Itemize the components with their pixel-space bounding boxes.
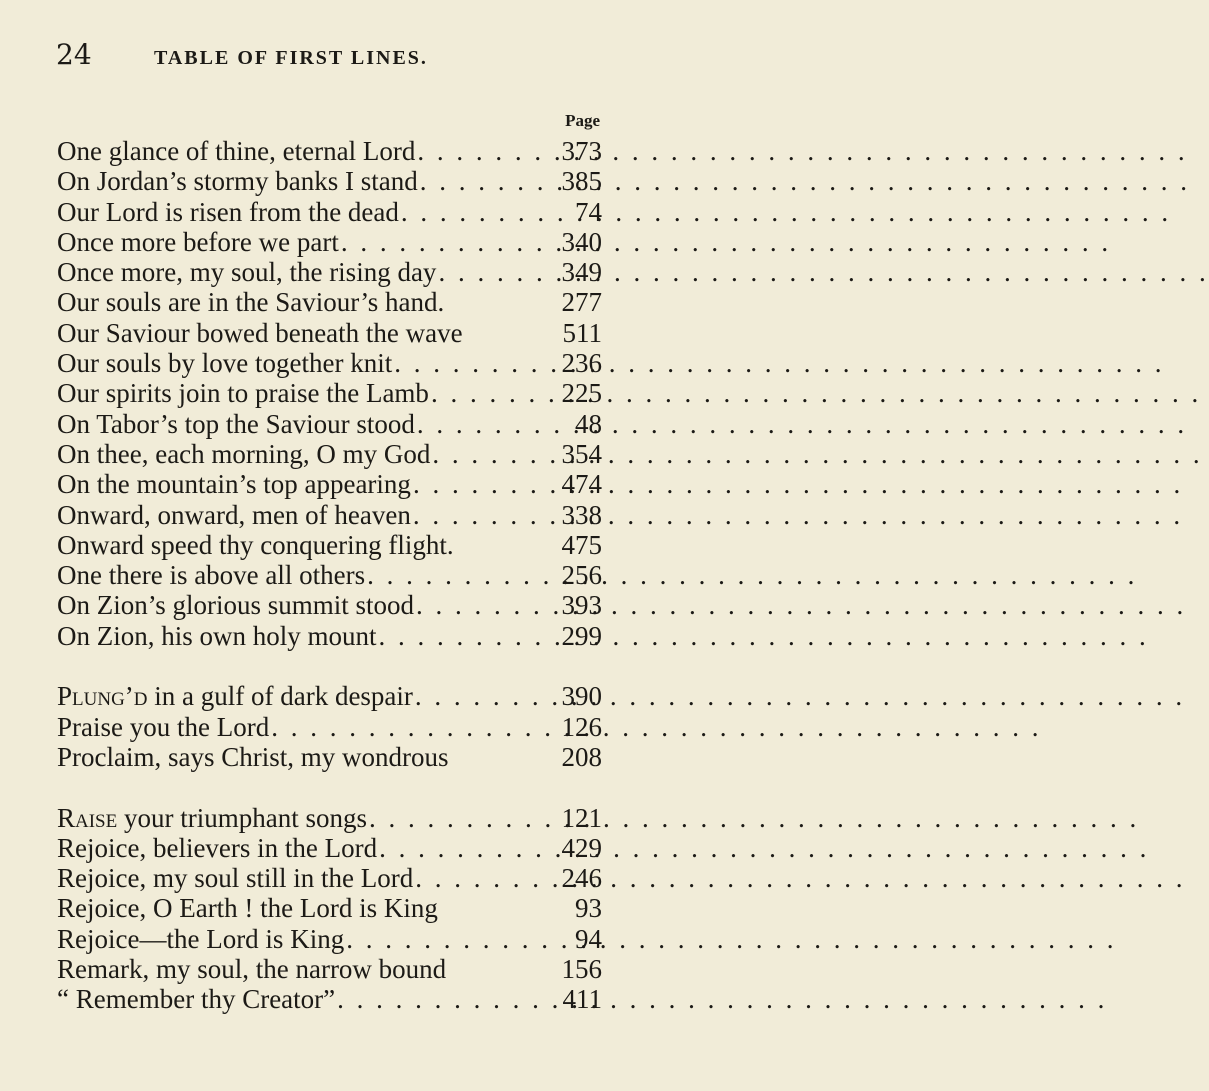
page-ref: 511 bbox=[562, 317, 602, 348]
page-ref: 208 bbox=[561, 741, 602, 772]
index-group-r bbox=[57, 803, 602, 1015]
index-entry bbox=[57, 530, 602, 560]
index-group-o bbox=[57, 136, 602, 651]
first-word-smallcaps: Raise bbox=[57, 802, 118, 833]
index-entry bbox=[57, 924, 602, 954]
index-entry bbox=[57, 197, 602, 227]
index-entry bbox=[57, 621, 602, 651]
first-line: Rejoice, my soul still in the Lord bbox=[57, 863, 414, 894]
page-ref: 246 bbox=[561, 863, 602, 894]
leader-dots bbox=[413, 681, 546, 711]
index-entry bbox=[57, 560, 602, 590]
leader-dots bbox=[377, 833, 546, 863]
page-ref: 121 bbox=[561, 802, 602, 833]
first-line: Our souls by love together knit bbox=[57, 348, 393, 379]
index-entry bbox=[57, 227, 602, 257]
index-entry bbox=[57, 500, 602, 530]
index-entry bbox=[57, 348, 602, 378]
page-column-header: Page bbox=[565, 111, 600, 130]
first-line: Praise you the Lord bbox=[57, 711, 270, 742]
page-ref: 277 bbox=[561, 287, 602, 318]
index-entry bbox=[57, 803, 602, 833]
page-ref: 390 bbox=[561, 681, 602, 712]
first-line bbox=[57, 681, 413, 711]
page-ref: 349 bbox=[561, 257, 602, 288]
index-entry bbox=[57, 742, 602, 772]
index-entry bbox=[57, 681, 602, 711]
page-ref: 474 bbox=[561, 469, 602, 500]
leader-dots bbox=[392, 348, 546, 378]
index-entry bbox=[57, 469, 602, 499]
index-entry bbox=[57, 863, 602, 893]
page-ref: 354 bbox=[561, 438, 602, 469]
first-line: On Jordan’s stormy banks I stand bbox=[57, 166, 418, 197]
first-line: Once more, my soul, the rising day bbox=[57, 257, 437, 288]
index-entry bbox=[57, 287, 602, 317]
page-ref: 93 bbox=[575, 893, 602, 924]
page-ref: 373 bbox=[561, 136, 602, 166]
first-line: Our Saviour bowed beneath the wave bbox=[57, 317, 463, 348]
leader-dots bbox=[399, 197, 546, 227]
page-number: 24 bbox=[56, 38, 92, 71]
first-line: Rejoice—the Lord is King bbox=[57, 923, 345, 954]
leader-dots bbox=[344, 924, 546, 954]
first-line-rest: your triumphant songs bbox=[117, 802, 367, 833]
leader-dots bbox=[411, 500, 546, 530]
page-ref: 340 bbox=[561, 226, 602, 257]
index-entry bbox=[57, 984, 602, 1014]
index-entry bbox=[57, 136, 602, 166]
page-ref: 236 bbox=[561, 348, 602, 379]
first-line: Our spirits join to praise the Lamb bbox=[57, 378, 429, 409]
first-line: Rejoice, O Earth ! the Lord is King bbox=[57, 893, 438, 924]
first-line: On Tabor’s top the Saviour stood bbox=[57, 408, 415, 439]
index-entry bbox=[57, 378, 602, 408]
first-line: On Zion, his own holy mount bbox=[57, 620, 377, 651]
page-ref: 393 bbox=[561, 590, 602, 621]
page-ref: 411 bbox=[562, 984, 602, 1015]
leader-dots bbox=[339, 227, 546, 257]
first-line: Onward, onward, men of heaven bbox=[57, 499, 411, 530]
leader-dots bbox=[377, 621, 546, 651]
first-line bbox=[57, 803, 367, 833]
first-line: “ Remember thy Creator” bbox=[57, 984, 336, 1015]
first-line: One glance of thine, eternal Lord bbox=[57, 136, 416, 166]
page-ref: 74 bbox=[575, 196, 602, 227]
first-word-smallcaps: Plung’d bbox=[57, 681, 148, 712]
leader-dots bbox=[365, 560, 546, 590]
leader-dots bbox=[415, 136, 546, 166]
page-ref: 338 bbox=[561, 499, 602, 530]
first-line: On Zion’s glorious summit stood bbox=[57, 590, 415, 621]
page-ref: 156 bbox=[561, 954, 602, 985]
first-line: Remark, my soul, the narrow bound bbox=[57, 954, 447, 985]
leader-dots bbox=[436, 257, 546, 287]
first-line: Once more before we part bbox=[57, 226, 339, 257]
index-entry bbox=[57, 833, 602, 863]
page-ref: 48 bbox=[575, 408, 602, 439]
leader-dots bbox=[429, 378, 546, 408]
page-ref: 475 bbox=[561, 529, 602, 560]
page-header bbox=[56, 38, 616, 72]
leader-dots bbox=[414, 590, 546, 620]
first-line: Our souls are in the Saviour’s hand. bbox=[57, 287, 445, 318]
first-line-rest: in a gulf of dark despair bbox=[147, 681, 413, 712]
index-entry bbox=[57, 954, 602, 984]
first-line: Proclaim, says Christ, my wondrous bbox=[57, 741, 449, 772]
page-ref: 385 bbox=[561, 166, 602, 197]
first-line: One there is above all others bbox=[57, 560, 366, 591]
page-ref: 256 bbox=[561, 560, 602, 591]
running-title: TABLE OF FIRST LINES. bbox=[154, 47, 428, 69]
first-line: Our Lord is risen from the dead bbox=[57, 196, 399, 227]
index-entry bbox=[57, 318, 602, 348]
page-ref: 94 bbox=[575, 923, 602, 954]
first-line: On thee, each morning, O my God bbox=[57, 438, 431, 469]
page-ref: 225 bbox=[561, 378, 602, 409]
first-line: On the mountain’s top appearing bbox=[57, 469, 411, 500]
leader-dots bbox=[413, 863, 546, 893]
leader-dots bbox=[335, 984, 546, 1014]
index-entry bbox=[57, 893, 602, 923]
index-entry bbox=[57, 409, 602, 439]
first-line: Onward speed thy conquering flight. bbox=[57, 529, 454, 560]
leader-dots bbox=[430, 439, 546, 469]
leader-dots bbox=[367, 803, 546, 833]
index-entry bbox=[57, 439, 602, 469]
index-entry bbox=[57, 712, 602, 742]
index-entry bbox=[57, 257, 602, 287]
leader-dots bbox=[415, 409, 546, 439]
page-ref: 429 bbox=[561, 832, 602, 863]
leader-dots bbox=[411, 469, 546, 499]
index-group-p bbox=[57, 681, 602, 772]
index-entry bbox=[57, 166, 602, 196]
page-ref: 126 bbox=[561, 711, 602, 742]
page-ref: 299 bbox=[561, 620, 602, 651]
index-entry bbox=[57, 590, 602, 620]
leader-dots bbox=[269, 712, 546, 742]
leader-dots bbox=[418, 166, 546, 196]
first-lines-index bbox=[57, 136, 602, 1015]
first-line: Rejoice, believers in the Lord bbox=[57, 832, 378, 863]
